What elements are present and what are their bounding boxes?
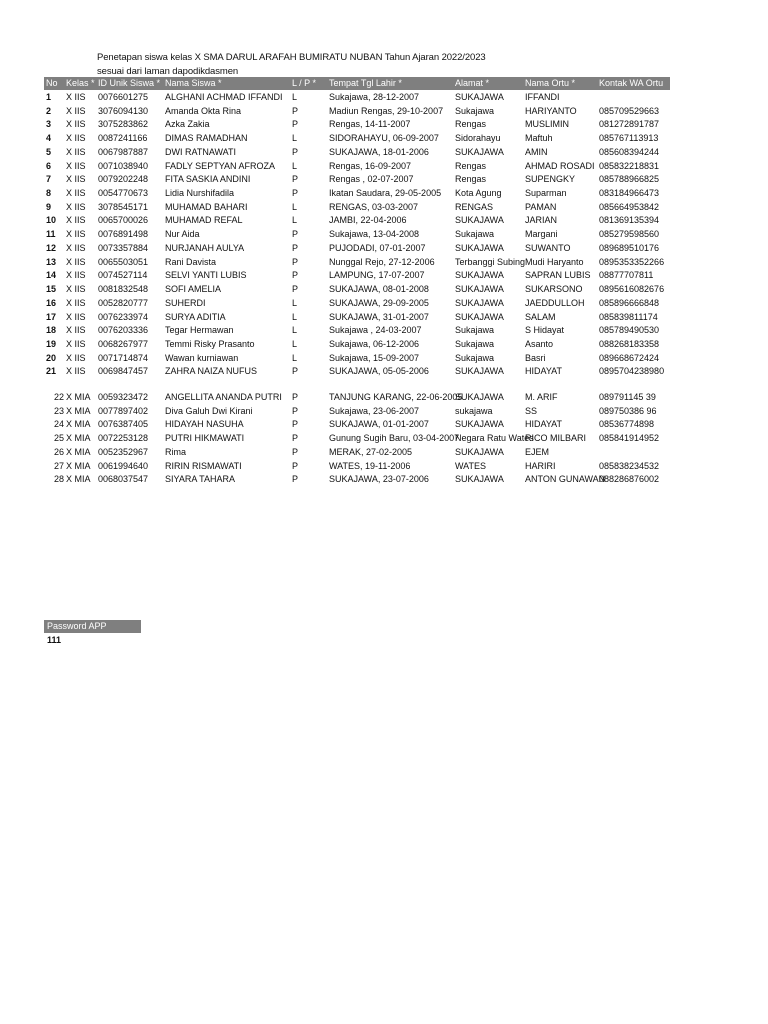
- cell-wa: 085767113913: [599, 133, 659, 144]
- cell-kelas: X IIS: [66, 352, 86, 363]
- password-label: Password APP: [44, 620, 141, 633]
- cell-kelas: X MIA: [66, 419, 91, 430]
- cell-nama: SUHERDI: [165, 297, 206, 308]
- cell-kelas: X IIS: [66, 160, 86, 171]
- table-row: [44, 297, 670, 311]
- cell-ortu: SUPENGKY: [525, 174, 576, 185]
- cell-alamat: Sukajawa: [455, 105, 495, 116]
- cell-ortu: HARIRI: [525, 460, 556, 471]
- cell-no: 8: [46, 188, 52, 199]
- cell-no: 12: [46, 242, 57, 253]
- cell-id: 0074527114: [98, 270, 148, 281]
- cell-ortu: Mudi Haryanto: [525, 256, 584, 267]
- table-row: [44, 405, 670, 419]
- cell-no: 28: [53, 474, 64, 485]
- cell-kelas: X IIS: [66, 242, 86, 253]
- cell-alamat: Sukajawa: [455, 338, 495, 349]
- cell-ortu: S Hidayat: [525, 325, 565, 336]
- cell-lp: L: [292, 338, 298, 349]
- cell-id: 0054770673: [98, 188, 149, 199]
- cell-ortu: IFFANDI: [525, 92, 560, 102]
- cell-ortu: SALAM: [525, 311, 556, 322]
- cell-no: 24: [53, 419, 64, 430]
- cell-wa: 0895704238980: [599, 366, 665, 377]
- cell-id: 0076203336: [98, 325, 149, 336]
- cell-nama: MUHAMAD REFAL: [165, 215, 243, 226]
- table-row: [44, 418, 670, 432]
- cell-nama: Rima: [165, 446, 187, 457]
- cell-id: 0071714874: [98, 352, 149, 363]
- cell-ortu: JARIAN: [525, 215, 558, 226]
- cell-lp: P: [292, 270, 299, 281]
- cell-no: 4: [46, 133, 52, 144]
- cell-id: 0076891498: [98, 229, 149, 240]
- cell-id: 0065503051: [98, 256, 149, 267]
- cell-nama: Tegar Hermawan: [165, 325, 234, 336]
- header-no: No: [46, 78, 58, 88]
- cell-ttl: Sukajawa , 24-03-2007: [329, 325, 422, 336]
- cell-wa: 089668672424: [599, 352, 660, 363]
- cell-wa: 089791145 39: [599, 392, 656, 402]
- cell-alamat: Sukajawa: [455, 352, 495, 363]
- cell-ttl: SUKAJAWA, 23-07-2006: [329, 474, 429, 485]
- cell-ttl: LAMPUNG, 17-07-2007: [329, 270, 425, 281]
- cell-kelas: X IIS: [66, 297, 86, 308]
- cell-ttl: SIDORAHAYU, 06-09-2007: [329, 133, 439, 144]
- cell-nama: ALGHANI ACHMAD IFFANDI: [165, 92, 283, 102]
- cell-lp: P: [292, 284, 299, 295]
- cell-no: 2: [46, 105, 52, 116]
- cell-ortu: PAMAN: [525, 201, 557, 212]
- cell-no: 26: [53, 446, 64, 457]
- cell-no: 19: [46, 338, 57, 349]
- cell-no: 17: [46, 311, 57, 322]
- cell-id: 0072253128: [98, 433, 149, 444]
- header-id: ID Unik Siswa *: [98, 78, 161, 88]
- cell-wa: 085838234532: [599, 460, 660, 471]
- cell-id: 0087241166: [98, 133, 148, 144]
- cell-wa: 0895616082676: [599, 284, 665, 295]
- cell-lp: P: [292, 446, 299, 457]
- cell-kelas: X IIS: [66, 133, 86, 144]
- cell-ortu: JAEDDULLOH: [525, 297, 585, 308]
- cell-kelas: X IIS: [66, 174, 86, 185]
- cell-id: 0052352967: [98, 446, 149, 457]
- cell-ttl: Rengas , 02-07-2007: [329, 174, 414, 185]
- cell-kelas: X IIS: [66, 229, 86, 240]
- cell-lp: P: [292, 188, 299, 199]
- cell-lp: P: [292, 405, 299, 416]
- cell-wa: 081272891787: [599, 119, 660, 130]
- cell-kelas: X IIS: [66, 270, 86, 281]
- cell-alamat: SUKAJAWA: [455, 392, 504, 402]
- cell-kelas: X IIS: [66, 256, 86, 267]
- header-wa: Kontak WA Ortu: [599, 78, 664, 88]
- cell-wa: 085839811174: [599, 311, 658, 322]
- cell-alamat: SUKAJAWA: [455, 242, 504, 253]
- cell-id: 0061994640: [98, 460, 149, 471]
- cell-ortu: HIDAYAT: [525, 419, 563, 430]
- cell-lp: L: [292, 160, 298, 171]
- cell-lp: P: [292, 119, 299, 130]
- cell-ttl: SUKAJAWA, 29-09-2005: [329, 297, 429, 308]
- cell-no: 25: [53, 433, 64, 444]
- cell-no: 21: [46, 366, 57, 377]
- table-row: [44, 132, 670, 146]
- table-row: [44, 283, 670, 297]
- cell-nama: HIDAYAH NASUHA: [165, 419, 244, 430]
- cell-ortu: MUSLIMIN: [525, 119, 570, 130]
- cell-kelas: X IIS: [66, 338, 86, 349]
- cell-wa: 085789490530: [599, 325, 660, 336]
- cell-nama: DIMAS RAMADHAN: [165, 133, 248, 144]
- table-row: [44, 446, 670, 460]
- cell-ttl: SUKAJAWA, 31-01-2007: [329, 311, 429, 322]
- cell-kelas: X MIA: [66, 392, 91, 402]
- table-row: [44, 91, 670, 105]
- cell-alamat: sukajawa: [455, 405, 493, 416]
- cell-nama: FADLY SEPTYAN AFROZA: [165, 160, 276, 171]
- cell-wa: 089689510176: [599, 242, 660, 253]
- cell-ortu: Margani: [525, 229, 558, 240]
- header-alamat: Alamat *: [455, 78, 490, 88]
- table-row: [44, 460, 670, 474]
- cell-kelas: X MIA: [66, 405, 91, 416]
- cell-ttl: PUJODADI, 07-01-2007: [329, 242, 426, 253]
- cell-ortu: AHMAD ROSADI: [525, 160, 595, 171]
- cell-id: 0076387405: [98, 419, 149, 430]
- cell-kelas: X IIS: [66, 284, 86, 295]
- password-value: 111: [47, 635, 62, 645]
- cell-alamat: SUKAJAWA: [455, 446, 504, 457]
- cell-kelas: X MIA: [66, 460, 91, 471]
- cell-kelas: X IIS: [66, 146, 86, 157]
- cell-id: 0079202248: [98, 174, 149, 185]
- cell-no: 11: [46, 229, 56, 240]
- cell-id: 3076094130: [98, 105, 149, 116]
- cell-no: 9: [46, 201, 52, 212]
- cell-wa: 085788966825: [599, 174, 660, 185]
- cell-alamat: Rengas: [455, 160, 487, 171]
- table-row: [44, 269, 670, 283]
- cell-id: 0073357884: [98, 242, 149, 253]
- cell-alamat: SUKAJAWA: [455, 311, 504, 322]
- cell-kelas: X MIA: [66, 474, 91, 485]
- cell-wa: 085832218831: [599, 160, 660, 171]
- cell-nama: SELVI YANTI LUBIS: [165, 270, 247, 281]
- cell-kelas: X IIS: [66, 325, 86, 336]
- cell-ortu: ANTON GUNAWAN: [525, 474, 606, 485]
- cell-ortu: EJEM: [525, 446, 550, 457]
- cell-nama: Nur Aida: [165, 229, 200, 240]
- document-subtitle: sesuai dari laman dapodikdasmen: [97, 66, 239, 77]
- cell-lp: P: [292, 242, 299, 253]
- cell-ortu: HARIYANTO: [525, 105, 577, 116]
- cell-no: 7: [46, 174, 52, 185]
- cell-nama: RIRIN RISMAWATI: [165, 460, 242, 471]
- cell-ttl: SUKAJAWA, 08-01-2008: [329, 284, 429, 295]
- cell-lp: P: [292, 419, 299, 430]
- table-row: [44, 214, 670, 228]
- cell-ttl: TANJUNG KARANG, 22-06-2005: [329, 392, 463, 402]
- cell-no: 1: [46, 92, 52, 102]
- cell-no: 14: [46, 270, 57, 281]
- cell-nama: Rani Davista: [165, 256, 217, 267]
- cell-id: 3075283862: [98, 119, 149, 130]
- cell-id: 0076601275: [98, 92, 149, 102]
- cell-ttl: Ikatan Saudara, 29-05-2005: [329, 188, 442, 199]
- cell-lp: P: [292, 256, 299, 267]
- cell-ttl: RENGAS, 03-03-2007: [329, 201, 419, 212]
- cell-alamat: SUKAJAWA: [455, 270, 504, 281]
- table-row: [44, 187, 670, 201]
- cell-alamat: Sukajawa: [455, 229, 495, 240]
- cell-lp: P: [292, 433, 299, 444]
- cell-ttl: Nunggal Rejo, 27-12-2006: [329, 256, 435, 267]
- cell-id: 0068037547: [98, 474, 149, 485]
- cell-ttl: Madiun Rengas, 29-10-2007: [329, 105, 444, 116]
- cell-kelas: X IIS: [66, 188, 86, 199]
- cell-wa: 085279598560: [599, 229, 660, 240]
- cell-id: 0081832548: [98, 284, 149, 295]
- cell-ttl: MERAK, 27-02-2005: [329, 446, 413, 457]
- cell-no: 6: [46, 160, 52, 171]
- cell-no: 27: [53, 460, 64, 471]
- cell-alamat: SUKAJAWA: [455, 366, 504, 377]
- cell-ttl: SUKAJAWA, 05-05-2006: [329, 366, 429, 377]
- cell-ttl: Rengas, 14-11-2007: [329, 119, 411, 130]
- cell-ortu: SUKARSONO: [525, 284, 583, 295]
- table-row: [44, 173, 670, 187]
- cell-wa: 081369135394: [599, 215, 660, 226]
- cell-id: 3078545171: [98, 201, 149, 212]
- cell-id: 0068267977: [98, 338, 149, 349]
- cell-lp: L: [292, 215, 298, 226]
- cell-ortu: SUWANTO: [525, 242, 571, 253]
- cell-ortu: Basri: [525, 352, 546, 363]
- cell-alamat: SUKAJAWA: [455, 297, 504, 308]
- cell-ortu: Asanto: [525, 338, 554, 349]
- cell-ttl: SUKAJAWA, 18-01-2006: [329, 146, 429, 157]
- cell-nama: Azka Zakia: [165, 119, 210, 130]
- cell-nama: Wawan kurniawan: [165, 352, 239, 363]
- cell-id: 0076233974: [98, 311, 149, 322]
- cell-alamat: SUKAJAWA: [455, 146, 504, 157]
- cell-lp: P: [292, 460, 299, 471]
- table-row: [44, 228, 670, 242]
- cell-kelas: X IIS: [66, 119, 86, 130]
- cell-ortu: Maftuh: [525, 133, 553, 144]
- cell-nama: FITA SASKIA ANDINI: [165, 174, 251, 185]
- cell-nama: Amanda Okta Rina: [165, 105, 242, 116]
- cell-lp: P: [292, 366, 299, 377]
- cell-wa: 08536774898: [599, 419, 655, 430]
- cell-no: 13: [46, 256, 57, 267]
- cell-lp: P: [292, 105, 299, 116]
- cell-no: 15: [46, 284, 57, 295]
- cell-id: 0067987887: [98, 146, 149, 157]
- cell-ortu: HIDAYAT: [525, 366, 563, 377]
- table-row: [44, 338, 670, 352]
- cell-alamat: Rengas: [455, 119, 487, 130]
- cell-ttl: Rengas, 16-09-2007: [329, 160, 412, 171]
- cell-nama: SURYA ADITIA: [165, 311, 226, 322]
- table-row: [44, 146, 670, 160]
- header-ortu: Nama Ortu *: [525, 78, 576, 88]
- cell-lp: L: [292, 325, 298, 336]
- cell-ttl: Sukajawa, 06-12-2006: [329, 338, 420, 349]
- cell-kelas: X IIS: [66, 92, 86, 102]
- cell-ttl: Sukajawa, 15-09-2007: [329, 352, 420, 363]
- table-row: [44, 311, 670, 325]
- cell-lp: L: [292, 92, 298, 102]
- cell-ttl: Sukajawa, 13-04-2008: [329, 229, 420, 240]
- cell-ttl: JAMBI, 22-04-2006: [329, 215, 407, 226]
- cell-nama: Temmi Risky Prasanto: [165, 338, 255, 349]
- cell-no: 3: [46, 119, 52, 130]
- header-ttl: Tempat Tgl Lahir *: [329, 78, 402, 88]
- cell-wa: 088286876002: [599, 474, 660, 485]
- table-row: [44, 352, 670, 366]
- table-row: [44, 242, 670, 256]
- table-row: [44, 365, 670, 379]
- document-title: Penetapan siswa kelas X SMA DARUL ARAFAH BUMIRATU NUBAN Tahun Ajaran 2022/2023: [97, 52, 486, 63]
- cell-lp: L: [292, 133, 298, 144]
- header-lp: L / P *: [292, 78, 317, 88]
- cell-wa: 085896666848: [599, 297, 660, 308]
- cell-nama: PUTRI HIKMAWATI: [165, 433, 245, 444]
- cell-alamat: RENGAS: [455, 201, 494, 212]
- cell-nama: Diva Galuh Dwi Kirani: [165, 405, 253, 416]
- cell-ortu: SAPRAN LUBIS: [525, 270, 591, 281]
- cell-lp: P: [292, 392, 299, 402]
- table-row: [44, 473, 670, 487]
- cell-alamat: SUKAJAWA: [455, 419, 504, 430]
- cell-kelas: X IIS: [66, 311, 86, 322]
- cell-alamat: SUKAJAWA: [455, 474, 504, 485]
- cell-alamat: SUKAJAWA: [455, 92, 504, 102]
- cell-nama: Lidia Nurshifadila: [165, 188, 235, 199]
- table-row: [44, 118, 670, 132]
- cell-ttl: SUKAJAWA, 01-01-2007: [329, 419, 429, 430]
- cell-ortu: M. ARIF: [525, 392, 558, 402]
- cell-ttl: Sukajawa, 23-06-2007: [329, 405, 420, 416]
- cell-id: 0069847457: [98, 366, 149, 377]
- cell-id: 0077897402: [98, 405, 149, 416]
- cell-kelas: X IIS: [66, 215, 86, 226]
- cell-id: 0071038940: [98, 160, 149, 171]
- cell-ttl: Gunung Sugih Baru, 03-04-2007: [329, 433, 460, 444]
- table-row: [44, 432, 670, 446]
- cell-lp: L: [292, 311, 298, 322]
- cell-nama: NURJANAH AULYA: [165, 242, 245, 253]
- cell-wa: 085608394244: [599, 146, 660, 157]
- cell-lp: L: [292, 352, 298, 363]
- header-kelas: Kelas *: [66, 78, 95, 88]
- cell-alamat: Rengas: [455, 174, 487, 185]
- table-row: [44, 391, 670, 405]
- cell-kelas: X IIS: [66, 105, 86, 116]
- cell-nama: MUHAMAD BAHARI: [165, 201, 248, 212]
- cell-alamat: Kota Agung: [455, 188, 502, 199]
- cell-lp: L: [292, 297, 298, 308]
- cell-no: 22: [53, 392, 64, 402]
- table-row: [44, 201, 670, 215]
- table-row: [44, 105, 670, 119]
- cell-kelas: X MIA: [66, 433, 91, 444]
- cell-no: 18: [46, 325, 57, 336]
- table-row: [44, 160, 670, 174]
- cell-wa: 085841914952: [599, 433, 660, 444]
- cell-wa: 085709529663: [599, 105, 660, 116]
- cell-wa: 083184966473: [599, 188, 660, 199]
- cell-alamat: WATES: [455, 460, 486, 471]
- cell-kelas: X MIA: [66, 446, 91, 457]
- cell-kelas: X IIS: [66, 201, 86, 212]
- cell-nama: ANGELLITA ANANDA PUTRI: [165, 392, 282, 402]
- cell-alamat: Sukajawa: [455, 325, 495, 336]
- table-row: [44, 256, 670, 270]
- cell-ortu: AMIN: [525, 146, 548, 157]
- cell-lp: L: [292, 201, 298, 212]
- cell-lp: P: [292, 474, 299, 485]
- cell-id: 0059323472: [98, 392, 149, 402]
- cell-no: 20: [46, 352, 57, 363]
- cell-alamat: Negara Ratu Wates: [455, 433, 534, 444]
- cell-wa: 0895353352266: [599, 256, 665, 267]
- table-row: [44, 324, 670, 338]
- cell-lp: P: [292, 229, 299, 240]
- table-header: [44, 77, 670, 90]
- cell-wa: 08877707811: [599, 270, 654, 281]
- cell-kelas: X IIS: [66, 366, 86, 377]
- cell-wa: 088268183358: [599, 338, 660, 349]
- cell-nama: ZAHRA NAIZA NUFUS: [165, 366, 258, 377]
- cell-id: 0052820777: [98, 297, 149, 308]
- cell-no: 23: [53, 405, 64, 416]
- cell-alamat: SUKAJAWA: [455, 215, 504, 226]
- cell-ortu: Suparman: [525, 188, 567, 199]
- cell-wa: 085664953842: [599, 201, 660, 212]
- cell-alamat: Sidorahayu: [455, 133, 501, 144]
- cell-id: 0065700026: [98, 215, 149, 226]
- cell-ttl: WATES, 19-11-2006: [329, 460, 411, 471]
- cell-no: 10: [46, 215, 57, 226]
- header-nama: Nama Siswa *: [165, 78, 222, 88]
- cell-no: 16: [46, 297, 57, 308]
- cell-alamat: SUKAJAWA: [455, 284, 504, 295]
- cell-lp: P: [292, 146, 299, 157]
- cell-no: 5: [46, 146, 52, 157]
- cell-nama: SOFI AMELIA: [165, 284, 222, 295]
- cell-nama: SIYARA TAHARA: [165, 474, 236, 485]
- cell-lp: P: [292, 174, 299, 185]
- cell-alamat: Terbanggi Subing: [455, 256, 526, 267]
- cell-nama: DWI RATNAWATI: [165, 146, 236, 157]
- cell-ttl: Sukajawa, 28-12-2007: [329, 92, 420, 102]
- cell-ortu: SS: [525, 405, 538, 416]
- cell-wa: 089750386 96: [599, 405, 657, 416]
- cell-ortu: RICO MILBARI: [525, 433, 587, 444]
